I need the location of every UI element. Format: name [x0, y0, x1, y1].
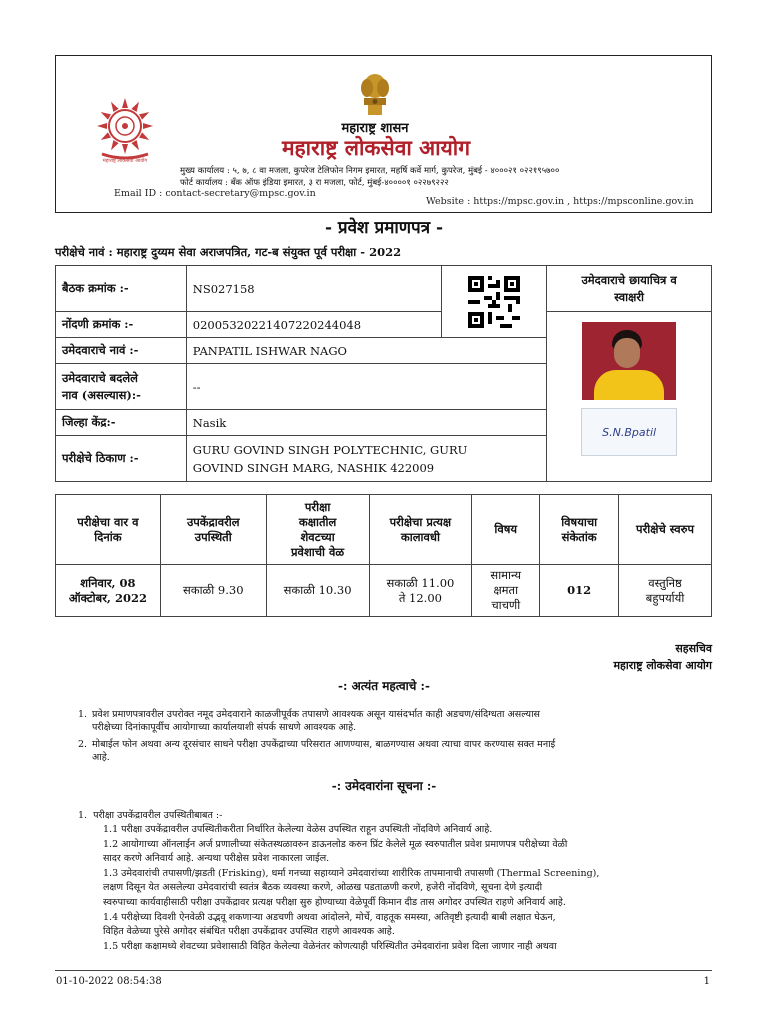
exam-subject-line1: सामान्य — [490, 568, 522, 582]
exam-date-line2: ऑक्टोबर, 2022 — [68, 590, 147, 605]
table-row — [56, 312, 712, 338]
instruction-line: 1.4 परीक्षेच्या दिवशी ऐनवेळी उद्भवू शकणाऱ्या अडचणी अथवा आंदोलने, मोर्चे, वाहतूक समस्या, अतिवृष्टी इत्यादी बाबी लक्षात घेऊन, — [103, 911, 556, 923]
header-attendance — [160, 495, 266, 565]
header-subject-line1: विषय — [494, 522, 518, 536]
venue-line2: GOVIND SINGH MARG, NASHIK 422009 — [192, 460, 435, 475]
important-item-1-line2: परीक्षेच्या दिनांकापूर्वीच आयोगाच्या कार्यालयाशी संपर्क साधणे आवश्यक आहे. — [92, 722, 357, 733]
changed-name-label-line2: नाव (असल्यास):- — [62, 387, 141, 402]
instruction-line: 1.3 उमेदवारांची तपासणी/झडती (Frisking), धर्मा गनच्या सहाय्याने उमेदवारांच्या शारीरिक तापमानाची तपासणी (Thermal Screening), — [103, 867, 600, 879]
header-code-line1: विषयाचा — [561, 514, 598, 529]
important-item-2-line2: आहे. — [92, 752, 110, 763]
footer-divider — [55, 970, 712, 971]
instruction-line: 1.5 परीक्षा कक्षामध्ये शेवटच्या प्रवेशासाठी विहित केलेल्या वेळेनंतर कोणत्याही परिस्थितीत उमेदवारांना प्रवेश दिला जाणार नाही अथवा — [103, 940, 557, 952]
exam-date-line1: शनिवार, 08 — [80, 575, 136, 590]
seat-number: NS027158 — [186, 266, 442, 312]
changed-name-label — [56, 364, 187, 410]
mpsc-logo — [92, 96, 158, 166]
header-last-entry-line1: परीक्षा — [304, 499, 331, 514]
registration-number: 02005320221407220244048 — [186, 312, 442, 338]
qr-code-icon — [468, 276, 520, 328]
exam-nature — [619, 565, 712, 617]
exam-schedule-table — [55, 494, 712, 617]
exam-subject — [472, 565, 540, 617]
signature: S.N.Bpatil — [602, 425, 657, 439]
exam-subject-line2: क्षमता — [493, 583, 519, 597]
photo-signature-label — [547, 266, 712, 312]
venue-line1: GURU GOVIND SINGH POLYTECHNIC, GURU — [192, 442, 468, 457]
mpsc-logo-caption: महाराष्ट्र लोकसेवा आयोग — [102, 158, 148, 164]
print-timestamp: 01-10-2022 08:54:38 — [56, 976, 162, 987]
header-duration-line1: परीक्षेचा प्रत्यक्ष — [389, 514, 452, 529]
last-entry-time: सकाळी 10.30 — [266, 565, 369, 617]
venue-value — [186, 436, 546, 482]
header-subject — [472, 495, 540, 565]
photo-label-line1: उमेदवाराचे छायाचित्र व — [581, 272, 677, 287]
subject-code: 012 — [540, 565, 619, 617]
changed-name-value: -- — [186, 364, 546, 410]
instruction-line: 1.1 परीक्षा उपकेंद्रावरील उपस्थितीकरीता निर्धारित केलेल्या वेळेस उपस्थित राहून उपस्थिती नोंदविणे अनिवार्य आहे. — [103, 824, 493, 835]
header-date — [56, 495, 161, 565]
websites: Website : https://mpsc.gov.in , https://mpsconline.gov.in — [426, 196, 694, 207]
instruction-item-1-title — [78, 808, 222, 821]
fort-office-address: फोर्ट कार्यालय : बँक ऑफ इंडिया इमारत, ३ रा मजला, फोर्ट, मुंबई-४००००१ ०२२७९२२२ — [180, 178, 449, 188]
commission-title: महाराष्ट्र लोकसेवा आयोग — [281, 135, 471, 160]
photo-cell — [547, 312, 712, 482]
name-label: उमेदवाराचे नावं :- — [56, 338, 187, 364]
header-duration — [369, 495, 472, 565]
schedule-data-row — [56, 565, 712, 617]
exam-nature-line1: वस्तुनिष्ठ — [648, 575, 682, 590]
instruction-line: स्वरुपाच्या कार्यवाहीसाठी परीक्षा उपकेंद्रावर प्रत्यक्ष परीक्षा सुरु होण्याच्या वेळेपूर्वी किमान दीड तास अगोदर उपस्थित राहणे अनिवार्य आहे. — [103, 896, 566, 908]
header-duration-line2: कालावधी — [400, 529, 440, 544]
exam-duration-line1: सकाळी 11.00 — [386, 575, 455, 590]
instruction-lines — [103, 823, 599, 954]
exam-duration-line2: ते 12.00 — [398, 590, 442, 605]
candidate-photo — [582, 322, 676, 400]
instruction-line: 1.2 आयोगाच्या ऑनलाईन अर्ज प्रणालीच्या संकेतस्थळावरुन डाऊनलोड करुन प्रिंट केलेले मूळ स्वरुपातील प्रवेश प्रमाणपत्र परीक्षेच्या वेळी — [103, 838, 568, 850]
instruction-item-1-number: 1. — [78, 810, 94, 821]
header-date-line1: परीक्षेचा वार व — [77, 514, 139, 529]
candidate-name: PANPATIL ISHWAR NAGO — [186, 338, 546, 364]
header-code-line2: संकेतांक — [561, 529, 597, 544]
header-attendance-line2: उपस्थिती — [194, 529, 232, 544]
instruction-line: विहित वेळेच्या पुरेसे अगोदर संबंधित परीक्षा उपकेंद्रावर उपस्थित राहणे आवश्यक आहे. — [103, 926, 395, 938]
main-office-address: मुख्य कार्यालय : ५, ७, ८ वा मजला, कुपरेज टेलिफोन निगम इमारत, महर्षि कर्वे मार्ग, कुपरेज, मुंबई - ४०००२१ ०२२१९५७०० — [180, 166, 560, 176]
document-title: - प्रवेश प्रमाणपत्र - — [324, 218, 444, 238]
attendance-time: सकाळी 9.30 — [160, 565, 266, 617]
important-item-2 — [78, 738, 555, 764]
header-last-entry — [266, 495, 369, 565]
seat-label: बैठक क्रमांक :- — [56, 266, 187, 312]
national-emblem-icon — [355, 72, 395, 118]
header-nature-line1: परीक्षेचे स्वरुप — [636, 522, 695, 536]
registration-label: नोंदणी क्रमांक :- — [56, 312, 187, 338]
important-item-1-number: 1. — [78, 709, 88, 720]
header-last-entry-line3: शेवटच्या — [300, 529, 335, 544]
photo-label-line2: स्वाक्षरी — [614, 289, 645, 304]
signature-box — [581, 408, 677, 456]
important-item-2-line1: मोबाईल फोन अथवा अन्य दूरसंचार साधने परीक्षा उपकेंद्राच्या परिसरात आणण्यास, बाळगण्यास अथवा त्याचा वापर करण्यास सक्त मनाई — [92, 739, 556, 750]
district-value: Nasik — [186, 410, 546, 436]
important-item-1 — [78, 708, 540, 734]
instruction-line: सादर करणे अनिवार्य आहे. अन्यथा परीक्षेस प्रवेश नाकारला जाईल. — [103, 853, 330, 865]
header-date-line2: दिनांक — [94, 529, 122, 544]
page-number: 1 — [703, 976, 710, 987]
header-last-entry-line4: प्रवेशाची वेळ — [291, 544, 345, 559]
schedule-header-row — [56, 495, 712, 565]
important-item-2-number: 2. — [78, 739, 88, 750]
exam-name: परीक्षेचे नावं : महाराष्ट्र दुय्यम सेवा अराजपत्रित, गट-ब संयुक्त पूर्व परीक्षा - 2022 — [55, 245, 402, 259]
govt-title: महाराष्ट्र शासन — [341, 121, 409, 136]
header-code — [540, 495, 619, 565]
header-nature — [619, 495, 712, 565]
signatory-title: सहसचिव — [675, 642, 712, 655]
signatory-org: महाराष्ट्र लोकसेवा आयोग — [613, 659, 712, 672]
exam-subject-line3: चाचणी — [491, 598, 521, 612]
qr-code-cell — [442, 266, 547, 338]
instructions-heading: -: उमेदवारांना सूचना :- — [331, 779, 437, 793]
district-label: जिल्हा केंद्र:- — [56, 410, 187, 436]
instruction-item-1-text: परीक्षा उपकेंद्रावरील उपस्थितीबाबत :- — [93, 810, 223, 821]
exam-nature-line2: बहुपर्यायी — [645, 590, 685, 605]
contact-email: Email ID : contact-secretary@mpsc.gov.in — [114, 188, 316, 199]
important-item-1-line1: प्रवेश प्रमाणपत्रावरील उपरोक्त नमूद उमेदवाराने काळजीपूर्वक तपासणे आवश्यक असून यासंदर्भात काही अडचण/संदिग्धता असल्यास — [92, 709, 540, 720]
candidate-info-table — [55, 265, 712, 482]
exam-duration — [369, 565, 472, 617]
instruction-line: लक्षण दिसून येत असलेल्या उमेदवारांची स्वतंत्र बैठक व्यवस्था करणे, ओळख पडताळणी करणे, हजेरी नोंदविणे, सूचना देणे इत्यादी — [103, 882, 543, 894]
exam-date — [56, 565, 161, 617]
important-heading: -: अत्यंत महत्वाचे :- — [338, 679, 430, 693]
changed-name-label-line1: उमेदवाराचे बदलेले — [62, 370, 138, 385]
table-row — [56, 266, 712, 312]
venue-label: परीक्षेचे ठिकाण :- — [56, 436, 187, 482]
header-last-entry-line2: कक्षातील — [298, 514, 337, 529]
header-attendance-line1: उपकेंद्रावरील — [186, 514, 240, 529]
